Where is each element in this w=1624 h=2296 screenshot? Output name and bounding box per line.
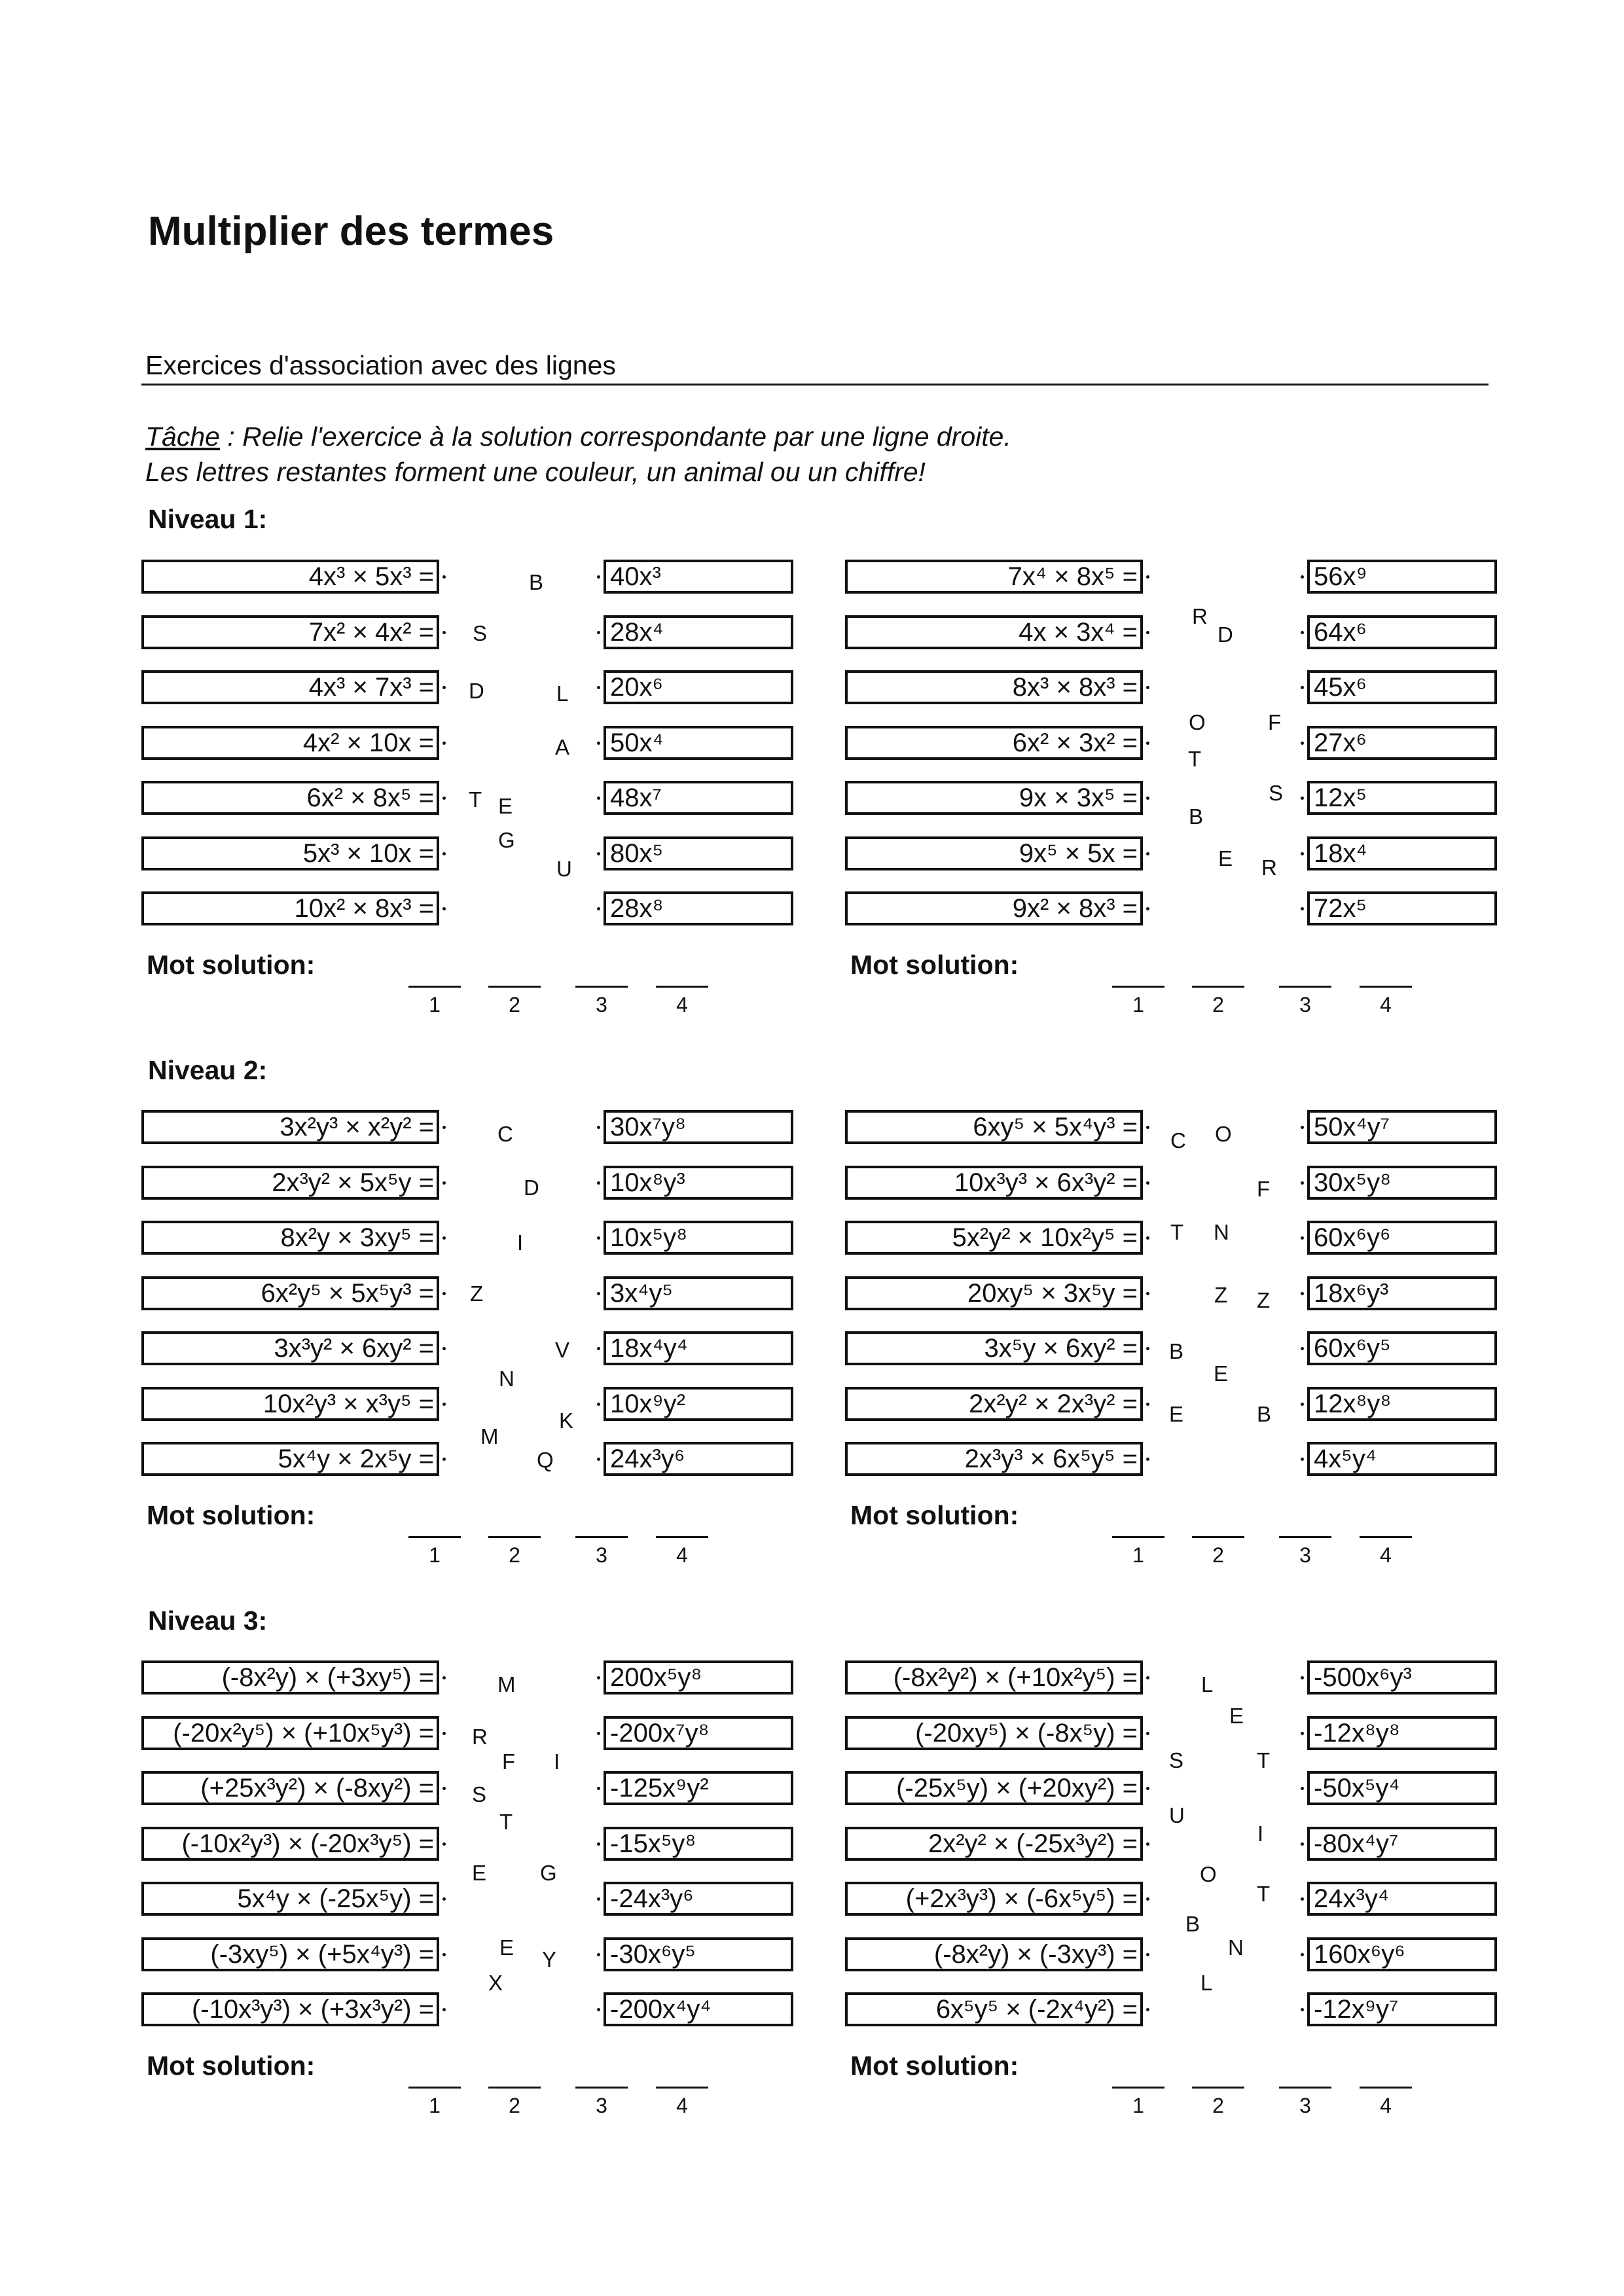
exercise-box: 5x²y² × 10x²y⁵ = [845,1221,1143,1255]
answer-blank-number: 1 [1132,993,1144,1016]
exercise-box: (-8x²y) × (+3xy⁵) = [141,1660,439,1695]
answer-blank-number: 3 [1299,2094,1311,2117]
section-subtitle: Exercices d'association avec des lignes [145,350,616,380]
connector-dot [1301,1126,1304,1129]
exercise-block [141,1660,793,2171]
connector-dot [597,797,600,800]
solution-box: 60x⁶y⁶ [1307,1221,1497,1255]
connector-dot [1146,1732,1149,1735]
solution-box: 20x⁶ [604,670,793,704]
scatter-letter: O [1189,710,1206,734]
answer-blank-number: 2 [509,1543,520,1567]
connector-dot [1146,1181,1149,1185]
scatter-letter: I [1257,1821,1264,1846]
exercise-box: 5x⁴y × (-25x⁵y) = [141,1882,439,1916]
answer-blank-number: 4 [1380,2094,1392,2117]
connector-dot [1146,631,1149,634]
connector-dot [1146,852,1149,855]
solution-box: 27x⁶ [1307,726,1497,760]
connector-dot [597,1126,600,1129]
scatter-letter: Y [542,1947,557,1971]
solution-box: 18x⁶y³ [1307,1276,1497,1310]
connector-dot [597,1732,600,1735]
exercise-box: 8x²y × 3xy⁵ = [141,1221,439,1255]
answer-blank[interactable] [656,1536,708,1538]
solution-box: 10x⁹y² [604,1387,793,1421]
scatter-letter: B [1189,804,1204,829]
exercise-block [845,1110,1497,1621]
solution-box: 200x⁵y⁸ [604,1660,793,1695]
answer-blank[interactable] [1192,2087,1244,2089]
solution-word-label: Mot solution: [850,1500,1019,1530]
answer-blank-number: 4 [1380,993,1392,1016]
solution-box: 10x⁸y³ [604,1166,793,1200]
answer-blank[interactable] [656,986,708,988]
answer-blank[interactable] [1360,986,1412,988]
answer-blank[interactable] [408,2087,461,2089]
scatter-letter: T [1188,747,1202,771]
solution-box: -125x⁹y² [604,1771,793,1805]
level-title: Niveau 3: [148,1605,268,1636]
exercise-box: 8x³ × 8x³ = [845,670,1143,704]
connector-dot [1301,1787,1304,1790]
solution-box: 28x⁸ [604,891,793,925]
solution-box: 40x³ [604,560,793,594]
solution-box: -80x⁴y⁷ [1307,1827,1497,1861]
scatter-letter: K [559,1408,574,1433]
solution-box: 160x⁶y⁶ [1307,1937,1497,1971]
exercise-box: 7x² × 4x² = [141,615,439,649]
exercise-box: (-3xy⁵) × (+5x⁴y³) = [141,1937,439,1971]
connector-dot [442,631,446,634]
connector-dot [1146,742,1149,745]
connector-dot [597,1897,600,1901]
exercise-box: 3x³y² × 6xy² = [141,1331,439,1365]
solution-box: 18x⁴y⁴ [604,1331,793,1365]
task-instructions [145,419,1011,490]
scatter-letter: M [497,1672,516,1696]
solution-word-label: Mot solution: [147,2051,316,2081]
scatter-letter: B [529,570,544,594]
answer-blank-number: 3 [1299,993,1311,1016]
task-line-1-text: : Relie l'exercice à la solution correspondante par une ligne droite. [219,422,1011,452]
connector-dot [442,1347,446,1350]
connector-dot [1301,907,1304,910]
solution-box: -200x⁷y⁸ [604,1716,793,1750]
exercise-box: (-25x⁵y) × (+20xy²) = [845,1771,1143,1805]
solution-box: -500x⁶y³ [1307,1660,1497,1695]
solution-box: -24x³y⁶ [604,1882,793,1916]
exercise-box: (-10x³y³) × (+3x³y²) = [141,1992,439,2026]
exercise-box: 9x⁵ × 5x = [845,836,1143,870]
scatter-letter: B [1169,1339,1184,1363]
exercise-box: 5x³ × 10x = [141,836,439,870]
exercise-box: 6x² × 3x² = [845,726,1143,760]
connector-dot [1146,1292,1149,1295]
answer-blank[interactable] [1192,1536,1244,1538]
connector-dot [442,1181,446,1185]
scatter-letter: C [1170,1128,1186,1153]
exercise-box: 2x²y² × 2x³y² = [845,1387,1143,1421]
scatter-letter: V [555,1338,570,1362]
scatter-letter: R [1192,604,1208,628]
exercise-box: 3x²y³ × x²y² = [141,1110,439,1144]
answer-blank[interactable] [1192,986,1244,988]
scatter-letter: G [540,1861,557,1885]
connector-dot [597,1953,600,1956]
exercise-box: (+2x³y³) × (-6x⁵y⁵) = [845,1882,1143,1916]
connector-dot [597,631,600,634]
connector-dot [442,1403,446,1406]
scatter-letter: E [472,1861,487,1885]
solution-box: -200x⁴y⁴ [604,1992,793,2026]
scatter-letter: L [1201,1672,1214,1696]
connector-dot [1301,742,1304,745]
solution-word-label: Mot solution: [147,950,316,980]
connector-dot [597,1236,600,1240]
scatter-letter: U [1169,1803,1185,1827]
scatter-letter: F [1268,710,1282,734]
scatter-letter: N [1228,1935,1244,1960]
scatter-letter: E [1229,1704,1244,1728]
connector-dot [1146,686,1149,689]
answer-blank-number: 1 [1132,1543,1144,1567]
solution-box: 72x⁵ [1307,891,1497,925]
connector-dot [597,1842,600,1846]
scatter-letter: N [499,1367,514,1391]
exercise-box: (-20x²y⁵) × (+10x⁵y³) = [141,1716,439,1750]
connector-dot [442,1126,446,1129]
scatter-letter: O [1200,1862,1217,1886]
answer-blank[interactable] [1360,2087,1412,2089]
task-keyword: Tâche [145,422,220,452]
connector-dot [597,1347,600,1350]
exercise-block [141,560,793,1070]
solution-box: 4x⁵y⁴ [1307,1442,1497,1476]
answer-blank-number: 4 [676,993,688,1016]
scatter-letter: U [556,857,572,881]
answer-blank[interactable] [1112,2087,1164,2089]
scatter-letter: N [1214,1220,1229,1244]
answer-blank-number: 1 [1132,2094,1144,2117]
connector-dot [1301,1181,1304,1185]
connector-dot [1146,2008,1149,2011]
scatter-letter: E [1214,1361,1229,1386]
connector-dot [1301,1953,1304,1956]
exercise-box: 6x²y⁵ × 5x⁵y³ = [141,1276,439,1310]
solution-box: 30x⁷y⁸ [604,1110,793,1144]
connector-dot [442,2008,446,2011]
connector-dot [1301,1347,1304,1350]
exercise-block [845,1660,1497,2171]
connector-dot [1301,1732,1304,1735]
solution-box: 50x⁴y⁷ [1307,1110,1497,1144]
connector-dot [597,2008,600,2011]
answer-blank[interactable] [408,986,461,988]
scatter-letter: E [1169,1402,1184,1426]
connector-dot [442,1787,446,1790]
connector-dot [1146,1458,1149,1461]
connector-dot [1146,797,1149,800]
task-line-1 [145,419,1011,454]
exercise-box: (-8x²y) × (-3xy³) = [845,1937,1143,1971]
scatter-letter: D [1218,622,1233,647]
answer-blank[interactable] [488,1536,541,1538]
solution-word-label: Mot solution: [850,950,1019,980]
exercise-box: 6x² × 8x⁵ = [141,781,439,815]
exercise-box: 6x⁵y⁵ × (-2x⁴y²) = [845,1992,1143,2026]
scatter-letter: T [1170,1220,1184,1244]
connector-dot [1301,1676,1304,1679]
connector-dot [442,1732,446,1735]
scatter-letter: X [488,1971,503,1995]
connector-dot [597,1676,600,1679]
answer-blank-number: 4 [1380,1543,1392,1567]
answer-blank-number: 3 [596,1543,607,1567]
scatter-letter: S [1269,781,1284,805]
task-line-2: Les lettres restantes forment une couleur, un animal ou un chiffre! [145,457,926,487]
answer-blank[interactable] [575,1536,628,1538]
solution-box: 10x⁵y⁸ [604,1221,793,1255]
connector-dot [442,1676,446,1679]
connector-dot [442,797,446,800]
connector-dot [1146,1842,1149,1846]
connector-dot [1301,2008,1304,2011]
exercise-box: 2x²y² × (-25x³y²) = [845,1827,1143,1861]
answer-blank-number: 3 [596,993,607,1016]
level-title: Niveau 2: [148,1055,268,1085]
connector-dot [442,1897,446,1901]
connector-dot [1146,1347,1149,1350]
solution-box: 48x⁷ [604,781,793,815]
connector-dot [1146,907,1149,910]
answer-blank-number: 3 [596,2094,607,2117]
scatter-letter: D [469,679,484,703]
solution-word-label: Mot solution: [850,2051,1019,2081]
connector-dot [1301,1236,1304,1240]
answer-blank[interactable] [488,986,541,988]
answer-blank-number: 2 [1212,2094,1224,2117]
exercise-box: 7x⁴ × 8x⁵ = [845,560,1143,594]
connector-dot [442,1842,446,1846]
connector-dot [1301,1292,1304,1295]
scatter-letter: R [1261,855,1277,880]
exercise-box: 4x³ × 5x³ = [141,560,439,594]
connector-dot [442,1236,446,1240]
solution-box: 45x⁶ [1307,670,1497,704]
answer-blank-number: 2 [1212,1543,1224,1567]
connector-dot [597,1403,600,1406]
solution-box: 64x⁶ [1307,615,1497,649]
connector-dot [1146,1676,1149,1679]
scatter-letter: F [502,1749,516,1774]
connector-dot [1301,797,1304,800]
exercise-box: (+25x³y²) × (-8xy²) = [141,1771,439,1805]
scatter-letter: L [1200,1971,1213,1995]
scatter-letter: R [472,1725,488,1749]
connector-dot [597,1292,600,1295]
connector-dot [597,1181,600,1185]
solution-box: 12x⁸y⁸ [1307,1387,1497,1421]
solution-box: -50x⁵y⁴ [1307,1771,1497,1805]
scatter-letter: T [469,787,482,812]
exercise-box: 5x⁴y × 2x⁵y = [141,1442,439,1476]
scatter-letter: Q [537,1448,554,1472]
solution-box: -15x⁵y⁸ [604,1827,793,1861]
answer-blank[interactable] [488,2087,541,2089]
exercise-box: 6xy⁵ × 5x⁴y³ = [845,1110,1143,1144]
answer-blank-number: 2 [509,993,520,1016]
connector-dot [442,686,446,689]
exercise-box: (-8x²y²) × (+10x²y⁵) = [845,1660,1143,1695]
connector-dot [1146,1897,1149,1901]
scatter-letter: I [554,1749,560,1774]
subtitle-rule [141,384,1489,386]
connector-dot [1146,1403,1149,1406]
scatter-letter: A [555,735,570,759]
connector-dot [1146,1953,1149,1956]
answer-blank[interactable] [1112,1536,1164,1538]
scatter-letter: M [480,1424,499,1448]
answer-blank-number: 1 [429,993,441,1016]
scatter-letter: E [499,1935,514,1960]
connector-dot [1301,1842,1304,1846]
scatter-letter: S [473,621,488,645]
exercise-block [845,560,1497,1070]
connector-dot [597,852,600,855]
solution-box: 12x⁵ [1307,781,1497,815]
solution-box: 50x⁴ [604,726,793,760]
scatter-letter: B [1257,1402,1272,1426]
answer-blank-number: 1 [429,2094,441,2117]
exercise-block [141,1110,793,1621]
answer-blank-number: 4 [676,1543,688,1567]
scatter-letter: L [556,681,569,706]
exercise-box: (-10x²y³) × (-20x³y⁵) = [141,1827,439,1861]
answer-blank[interactable] [1279,1536,1331,1538]
solution-box: 60x⁶y⁵ [1307,1331,1497,1365]
answer-blank-number: 1 [429,1543,441,1567]
connector-dot [442,575,446,579]
connector-dot [1301,852,1304,855]
exercise-box: 3x⁵y × 6xy² = [845,1331,1143,1365]
exercise-box: 10x² × 8x³ = [141,891,439,925]
solution-box: 28x⁴ [604,615,793,649]
exercise-box: 9x² × 8x³ = [845,891,1143,925]
exercise-box: 4x³ × 7x³ = [141,670,439,704]
answer-blank[interactable] [1279,2087,1331,2089]
scatter-letter: T [1257,1748,1271,1772]
connector-dot [442,1953,446,1956]
exercise-box: 4x × 3x⁴ = [845,615,1143,649]
answer-blank-number: 2 [509,2094,520,2117]
connector-dot [442,852,446,855]
solution-box: -12x⁹y⁷ [1307,1992,1497,2026]
scatter-letter: I [517,1230,524,1255]
scatter-letter: T [499,1810,513,1834]
scatter-letter: E [1218,846,1233,870]
solution-box: 30x⁵y⁸ [1307,1166,1497,1200]
connector-dot [442,1292,446,1295]
exercise-box: 10x²y³ × x³y⁵ = [141,1387,439,1421]
answer-blank[interactable] [575,986,628,988]
connector-dot [442,907,446,910]
exercise-box: 2x³y³ × 6x⁵y⁵ = [845,1442,1143,1476]
answer-blank[interactable] [575,2087,628,2089]
scatter-letter: O [1215,1122,1232,1146]
scatter-letter: C [497,1122,513,1146]
connector-dot [597,742,600,745]
connector-dot [1301,631,1304,634]
exercise-box: 9x × 3x⁵ = [845,781,1143,815]
exercise-box: 2x³y² × 5x⁵y = [141,1166,439,1200]
solution-box: -30x⁶y⁵ [604,1937,793,1971]
answer-blank-number: 4 [676,2094,688,2117]
scatter-letter: Z [1214,1283,1228,1307]
connector-dot [597,1458,600,1461]
solution-box: 24x³y⁴ [1307,1882,1497,1916]
answer-blank[interactable] [1279,986,1331,988]
answer-blank-number: 3 [1299,1543,1311,1567]
exercise-box: 4x² × 10x = [141,726,439,760]
scatter-letter: D [524,1175,539,1200]
connector-dot [597,907,600,910]
scatter-letter: S [472,1782,487,1806]
solution-box: 18x⁴ [1307,836,1497,870]
connector-dot [1301,686,1304,689]
connector-dot [1301,1458,1304,1461]
solution-box: 80x⁵ [604,836,793,870]
level-title: Niveau 1: [148,504,268,534]
solution-box: -12x⁸y⁸ [1307,1716,1497,1750]
connector-dot [597,575,600,579]
answer-blank[interactable] [1360,1536,1412,1538]
answer-blank[interactable] [1112,986,1164,988]
answer-blank[interactable] [656,2087,708,2089]
answer-blank-number: 2 [1212,993,1224,1016]
scatter-letter: S [1169,1748,1184,1772]
page-title: Multiplier des termes [148,209,554,254]
connector-dot [1301,1403,1304,1406]
scatter-letter: Z [470,1282,484,1306]
scatter-letter: E [498,794,513,818]
connector-dot [442,742,446,745]
solution-box: 24x³y⁶ [604,1442,793,1476]
solution-box: 3x⁴y⁵ [604,1276,793,1310]
exercise-box: 20xy⁵ × 3x⁵y = [845,1276,1143,1310]
scatter-letter: F [1257,1177,1271,1201]
connector-dot [1301,575,1304,579]
exercise-box: (-20xy⁵) × (-8x⁵y) = [845,1716,1143,1750]
connector-dot [597,686,600,689]
exercise-box: 10x³y³ × 6x³y² = [845,1166,1143,1200]
scatter-letter: B [1185,1912,1200,1936]
connector-dot [442,1458,446,1461]
connector-dot [1301,1897,1304,1901]
connector-dot [1146,1236,1149,1240]
connector-dot [1146,575,1149,579]
scatter-letter: G [498,828,515,852]
connector-dot [597,1787,600,1790]
solution-word-label: Mot solution: [147,1500,316,1530]
answer-blank[interactable] [408,1536,461,1538]
connector-dot [1146,1787,1149,1790]
connector-dot [1146,1126,1149,1129]
scatter-letter: T [1257,1882,1271,1906]
scatter-letter: Z [1257,1288,1271,1312]
solution-box: 56x⁹ [1307,560,1497,594]
